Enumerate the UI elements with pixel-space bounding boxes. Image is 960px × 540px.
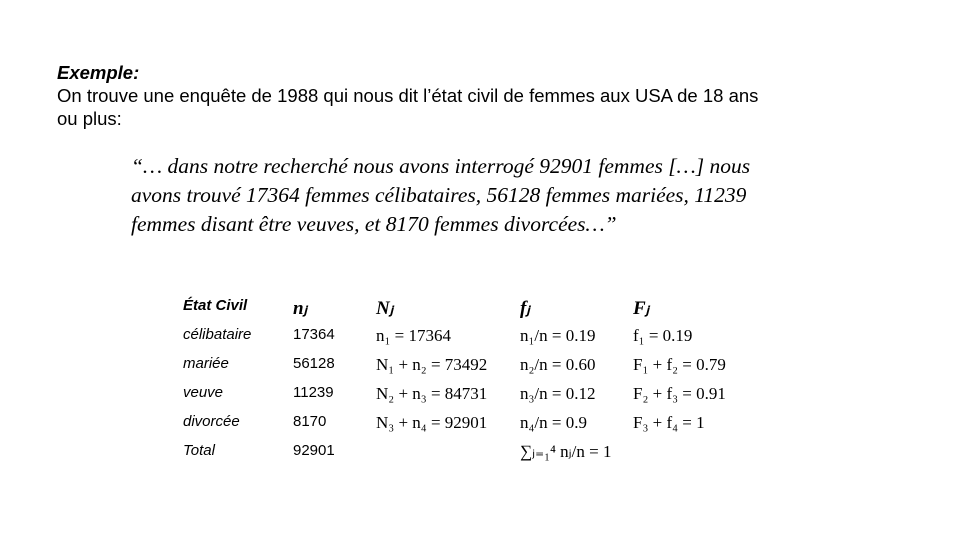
header-Nj: Nⱼ <box>376 298 394 319</box>
quote-line-1: “… dans notre recherché nous avons interrogé 92901 femmes […] nous <box>131 154 751 178</box>
cell-Nj: N₂ + n₃ = 84731 <box>376 384 488 403</box>
cell-Nj: n₁ = 17364 <box>376 326 452 345</box>
header-fj: fⱼ <box>520 298 530 319</box>
cell-Fj: f₁ = 0.19 <box>633 326 693 345</box>
cell-status: veuve <box>183 384 224 401</box>
quote-line-2: avons trouvé 17364 femmes célibataires, 56128 femmes mariées, 11239 <box>131 183 747 207</box>
header-nj: nⱼ <box>293 298 307 319</box>
intro-line-2: ou plus: <box>57 108 122 129</box>
cell-fj: n₂/n = 0.60 <box>520 355 596 374</box>
cell-nj: 8170 <box>293 413 327 430</box>
cell-status: célibataire <box>183 326 252 343</box>
cell-fj: n₁/n = 0.19 <box>520 326 596 345</box>
quote-line-3: femmes disant être veuves, et 8170 femmes divorcées…” <box>131 212 617 236</box>
cell-nj: 92901 <box>293 442 335 459</box>
header-etat-civil: État Civil <box>183 297 248 314</box>
cell-nj: 11239 <box>293 384 334 401</box>
cell-fj: n₄/n = 0.9 <box>520 413 587 432</box>
cell-Fj: F₃ + f₄ = 1 <box>633 413 705 432</box>
intro-text <box>57 61 917 130</box>
cell-Fj: F₁ + f₂ = 0.79 <box>633 355 726 374</box>
header-Fj: Fⱼ <box>633 298 649 319</box>
intro-line-1: On trouve une enquête de 1988 qui nous dit l’état civil de femmes aux USA de 18 ans <box>57 85 759 106</box>
cell-nj: 17364 <box>293 326 335 343</box>
cell-fj: n₃/n = 0.12 <box>520 384 596 403</box>
cell-status: divorcée <box>183 413 240 430</box>
survey-quote <box>131 152 851 239</box>
cell-Nj: N₃ + n₄ = 92901 <box>376 413 488 432</box>
cell-Fj: F₂ + f₃ = 0.91 <box>633 384 726 403</box>
example-label: Exemple: <box>57 62 140 83</box>
cell-status: Total <box>183 442 215 459</box>
cell-nj: 56128 <box>293 355 335 372</box>
cell-fj-sum: ∑ⱼ₌₁⁴ nⱼ/n = 1 <box>520 442 612 461</box>
cell-status: mariée <box>183 355 229 372</box>
cell-Nj: N₁ + n₂ = 73492 <box>376 355 488 374</box>
